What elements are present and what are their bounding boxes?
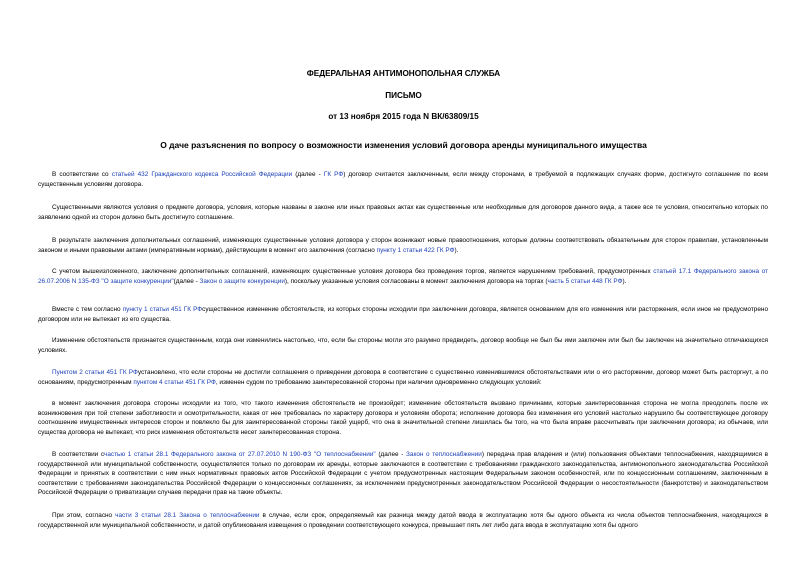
law-reference-link[interactable]: Пунктом 2 статьи 451 ГК РФ	[52, 369, 138, 376]
law-reference-link[interactable]: пункту 1 статьи 422 ГК РФ	[376, 246, 455, 254]
paragraph-text: ) передача прав владения и (или) пользования объектами теплоснабжения, находящимися в государственной или муниципальной собственности, осуществляется только по договорам их аренды, которые заключаются в соответствии с требованиями гражданского законодательства, антимонопольного законодательства Российской Федерации и принятых в соответствии с ним иных нормативных правовых актов Российской Федерации с учетом предусмотренных настоящим Федеральным законом особенностей, или по концессионным соглашениям, заключенным в соответствии с требованиями законодательства Российской Федерации о концессионных соглашениях, за исключением предусмотренных законодательством Российской Федерации о несостоятельности (банкротстве) и законодательством Российской Федерации о приватизации случаев передачи прав на такие объекты.	[38, 451, 768, 497]
law-reference-link[interactable]: части 3 статьи 28.1 Закона о теплоснабжении	[115, 512, 260, 519]
paragraph-text: установлено, что если стороны не достигли соглашения о приведении договора в соответствие с существенно изменившимися обстоятельствами или о его расторжении, договор может быть расторгнут, а по основаниям, предусмотренным	[38, 369, 768, 386]
law-reference-link[interactable]: ГК РФ	[323, 171, 344, 178]
agency-title: ФЕДЕРАЛЬНАЯ АНТИМОНОПОЛЬНАЯ СЛУЖБА	[306, 69, 501, 78]
paragraph-5	[38, 305, 768, 324]
paragraph-text: В соответствии со	[52, 171, 112, 178]
document-type: ПИСЬМО	[385, 91, 422, 100]
paragraph-text: существенное изменение обстоятельств, из которых стороны исходили при заключении договора, является основанием для его изменения или расторжения, если иное не предусмотрено договором или не вытекает из его существа.	[38, 306, 768, 323]
paragraph-text: , изменен судом по требованию заинтересованной стороны при наличии одновременно следующих условий:	[215, 378, 542, 386]
paragraph-text: ).	[454, 246, 459, 254]
paragraph-9	[38, 450, 768, 498]
document-subject: О даче разъяснения по вопросу о возможности изменения условий договора аренды муниципального имущества	[160, 140, 647, 150]
law-reference-link[interactable]: Закон о защите конкуренции	[199, 277, 285, 285]
paragraph-text: ) договор считается заключенным, если между сторонами, в требуемой в подлежащих случаях форме, достигнуто соглашение по всем существенным условиям договора.	[38, 171, 768, 188]
paragraph-text: (далее -	[375, 451, 407, 458]
law-reference-link[interactable]: статьей 17.1 Федерального закона от 26.07.2006 N 135-ФЗ "О защите конкуренции"	[38, 268, 769, 285]
paragraph-10	[38, 511, 768, 530]
law-reference-link[interactable]: статьей 432 Гражданского кодекса Российской Федерации	[111, 171, 293, 178]
paragraph-text: ), поскольку указанные условия согласованы в момент заключения договора на торгах (	[284, 277, 548, 285]
paragraph-6	[38, 336, 768, 355]
paragraph-text: В результате заключения дополнительных соглашений, изменяющих существенные условия договора у сторон возникают новые правоотношения, которые должны соответствовать обязательным для сторон правилам, установленным законом и иными правовыми актами (императивным нормам), действующим в момент его заключения (согласно	[38, 237, 768, 254]
law-reference-link[interactable]: часть 5 статьи 448 ГК РФ	[547, 277, 623, 285]
paragraph-3	[38, 236, 768, 255]
paragraph-text: Вместе с тем согласно	[52, 306, 123, 313]
document-date-number: от 13 ноября 2015 года N ВК/63809/15	[328, 112, 479, 121]
law-reference-link[interactable]: пункту 1 статьи 451 ГК РФ	[122, 306, 203, 313]
paragraph-1	[38, 170, 768, 189]
paragraph-2	[38, 203, 768, 222]
paragraph-4	[38, 267, 768, 286]
law-reference-link[interactable]: Закон о теплоснабжении	[406, 451, 482, 458]
paragraph-7	[38, 368, 768, 387]
law-reference-link[interactable]: пунктом 4 статьи 451 ГК РФ	[133, 378, 216, 386]
paragraph-text: ).	[622, 277, 627, 285]
paragraph-text: В соответствии с	[52, 451, 105, 458]
paragraph-text: Изменение обстоятельств признается существенным, когда они изменились настолько, что, если бы стороны могли это разумно предвидеть, договор вообще не был бы ими заключен или был бы заключен на значительно отличающихся условиях.	[38, 337, 768, 354]
paragraph-text: в случае, если срок, определяемый как разница между датой ввода в эксплуатацию хотя бы одного объекта из числа объектов теплоснабжения, находящихся в государственной или муниципальной собственности, и датой опубликования извещения о проведении соответствующего конкурса, превышает пять лет либо дата ввода в эксплуатацию хотя бы одного	[38, 512, 768, 529]
paragraph-text: С учетом вышеизложенного, заключение дополнительных соглашений, изменяющих существенные условия договора без проведения торгов, является нарушением требований, предусмотренных	[52, 268, 654, 275]
law-reference-link[interactable]: частью 1 статьи 28.1 Федерального закона от 27.07.2010 N 190-ФЗ "О теплоснабжении"	[104, 451, 376, 458]
paragraph-text: (далее -	[292, 171, 324, 178]
paragraph-text: в момент заключения договора стороны исходили из того, что такого изменения обстоятельств не произойдет; изменение обстоятельств вызвано причинами, которые заинтересованная сторона не могла преодолеть после их возникновения при той степени заботливости и осмотрительности, какая от нее требовалась по характеру договора и условиям оборота; исполнение договора без изменения его условий настолько нарушило бы соответствующее договору соотношение имущественных интересов сторон и повлекло бы для заинтересованной стороны такой ущерб, что она в значительной степени лишилась бы того, на что была вправе рассчитывать при заключении договора; из обычаев, или существа договора не вытекает, что риск изменения обстоятельств несет заинтересованная сторона.	[38, 400, 768, 436]
paragraph-8	[38, 399, 768, 437]
paragraph-text: Существенными являются условия о предмете договора, условия, которые названы в законе или иных правовых актах как существенные или необходимые для договоров данного вида, а также все те условия, относительно которых по заявлению одной из сторон должно быть достигнуто соглашение.	[38, 204, 768, 221]
paragraph-text: (далее -	[173, 277, 200, 285]
paragraph-text: При этом, согласно	[52, 512, 116, 519]
